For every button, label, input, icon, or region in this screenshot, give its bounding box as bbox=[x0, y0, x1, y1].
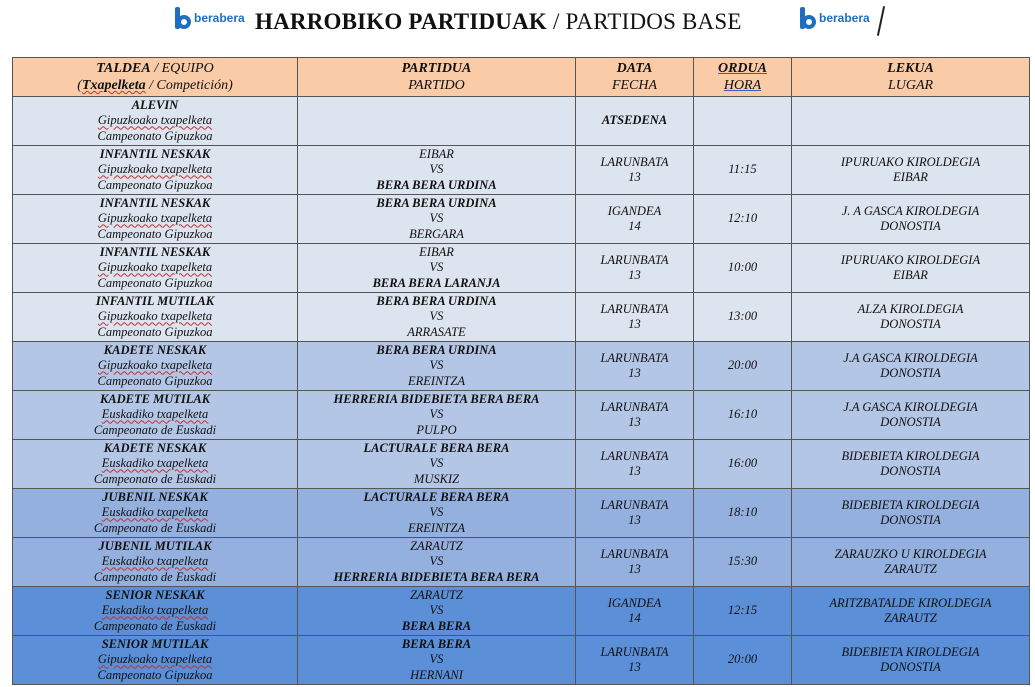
competition-es: Campeonato de Euskadi bbox=[93, 520, 217, 535]
away-team: EREINTZA bbox=[408, 520, 465, 535]
day-name: IGANDEA bbox=[607, 203, 662, 218]
team-name: JUBENIL MUTILAK bbox=[98, 538, 212, 553]
table-header-row bbox=[13, 58, 1030, 97]
date-cell bbox=[576, 587, 694, 636]
versus-label: VS bbox=[429, 260, 444, 275]
day-number: 14 bbox=[628, 611, 641, 625]
date-cell bbox=[576, 244, 694, 293]
competition-eu: Gipuzkoako txapelketa bbox=[97, 652, 213, 667]
table-row bbox=[13, 538, 1030, 587]
date-cell bbox=[576, 342, 694, 391]
match-cell bbox=[298, 293, 576, 342]
venue-name: J. A GASCA KIROLDEGIA bbox=[841, 203, 980, 218]
team-cell bbox=[13, 391, 298, 440]
match-cell bbox=[298, 636, 576, 685]
table-row bbox=[13, 244, 1030, 293]
match-cell bbox=[298, 146, 576, 195]
match-cell bbox=[298, 538, 576, 587]
competition-es: Campeonato de Euskadi bbox=[93, 569, 217, 584]
match-time: 12:15 bbox=[727, 603, 758, 618]
day-name: LARUNBATA bbox=[600, 644, 669, 659]
venue-cell bbox=[792, 587, 1030, 636]
match-time: 12:10 bbox=[727, 211, 758, 226]
team-name: KADETE NESKAK bbox=[103, 440, 207, 455]
competition-es: Campeonato de Euskadi bbox=[93, 618, 217, 633]
home-team: HERRERIA BIDEBIETA BERA BERA bbox=[333, 391, 540, 406]
team-cell bbox=[13, 342, 298, 391]
venue-name: BIDEBIETA KIROLDEGIA bbox=[841, 644, 980, 659]
team-cell bbox=[13, 146, 298, 195]
date-cell bbox=[576, 195, 694, 244]
home-team: ZARAUTZ bbox=[410, 538, 463, 553]
versus-label: VS bbox=[429, 554, 444, 569]
versus-label: VS bbox=[429, 407, 444, 422]
match-cell bbox=[298, 97, 576, 146]
versus-label: VS bbox=[429, 652, 444, 667]
match-time: 16:00 bbox=[727, 456, 758, 471]
match-cell bbox=[298, 244, 576, 293]
competition-eu: Euskadiko txapelketa bbox=[101, 407, 209, 422]
day-name: LARUNBATA bbox=[600, 154, 669, 169]
venue-cell bbox=[792, 538, 1030, 587]
venue-cell bbox=[792, 489, 1030, 538]
versus-label: VS bbox=[429, 505, 444, 520]
team-cell bbox=[13, 293, 298, 342]
team-name: ALEVIN bbox=[131, 97, 179, 112]
competition-eu: Gipuzkoako txapelketa bbox=[97, 113, 213, 128]
table-row bbox=[13, 146, 1030, 195]
versus-label: VS bbox=[429, 309, 444, 324]
berabera-b-icon bbox=[798, 7, 818, 29]
away-team: BERA BERA bbox=[401, 618, 472, 633]
venue-city: DONOSTIA bbox=[880, 660, 941, 674]
time-cell bbox=[694, 195, 792, 244]
header-taldea: TALDEA / EQUIPO (Txapelketa / Competición) bbox=[13, 58, 298, 97]
home-team: LACTURALE BERA BERA bbox=[363, 440, 510, 455]
match-time: 20:00 bbox=[727, 358, 758, 373]
away-team: EREINTZA bbox=[408, 373, 465, 388]
table-row bbox=[13, 587, 1030, 636]
venue-name: IPURUAKO KIROLDEGIA bbox=[840, 154, 981, 169]
team-name: INFANTIL MUTILAK bbox=[95, 293, 215, 308]
versus-label: VS bbox=[429, 603, 444, 618]
day-number: 13 bbox=[628, 317, 641, 331]
team-cell bbox=[13, 97, 298, 146]
venue-cell bbox=[792, 342, 1030, 391]
day-name: LARUNBATA bbox=[600, 497, 669, 512]
venue-name: ARITZBATALDE KIROLDEGIA bbox=[829, 595, 992, 610]
time-cell bbox=[694, 293, 792, 342]
competition-eu: Euskadiko txapelketa bbox=[101, 456, 209, 471]
team-name: INFANTIL NESKAK bbox=[99, 195, 211, 210]
table-row bbox=[13, 195, 1030, 244]
venue-name: BIDEBIETA KIROLDEGIA bbox=[841, 497, 980, 512]
day-number: 13 bbox=[628, 464, 641, 478]
date-cell bbox=[576, 440, 694, 489]
away-team: MUSKIZ bbox=[413, 471, 460, 486]
home-team: EIBAR bbox=[419, 244, 454, 259]
time-cell bbox=[694, 587, 792, 636]
home-team: ZARAUTZ bbox=[410, 587, 463, 602]
venue-city: DONOSTIA bbox=[880, 317, 941, 331]
time-cell bbox=[694, 97, 792, 146]
home-team: BERA BERA bbox=[401, 636, 472, 651]
time-cell bbox=[694, 538, 792, 587]
date-cell bbox=[576, 97, 694, 146]
day-name: LARUNBATA bbox=[600, 448, 669, 463]
venue-cell bbox=[792, 440, 1030, 489]
venue-cell bbox=[792, 97, 1030, 146]
competition-eu: Euskadiko txapelketa bbox=[101, 505, 209, 520]
day-number: 13 bbox=[628, 660, 641, 674]
competition-es: Campeonato de Euskadi bbox=[93, 471, 217, 486]
team-name: SENIOR MUTILAK bbox=[101, 636, 209, 651]
competition-es: Campeonato de Euskadi bbox=[93, 422, 217, 437]
decorative-slash bbox=[877, 6, 885, 36]
versus-label: VS bbox=[429, 456, 444, 471]
team-name: KADETE NESKAK bbox=[103, 342, 207, 357]
header-lekua: LEKUA LUGAR bbox=[792, 58, 1030, 97]
day-name: LARUNBATA bbox=[600, 399, 669, 414]
date-cell bbox=[576, 489, 694, 538]
competition-es: Campeonato Gipuzkoa bbox=[97, 324, 213, 339]
competition-es: Campeonato Gipuzkoa bbox=[97, 275, 213, 290]
away-team: PULPO bbox=[416, 422, 457, 437]
time-cell bbox=[694, 342, 792, 391]
competition-es: Campeonato Gipuzkoa bbox=[97, 373, 213, 388]
date-cell bbox=[576, 146, 694, 195]
competition-eu: Gipuzkoako txapelketa bbox=[97, 309, 213, 324]
date-cell bbox=[576, 636, 694, 685]
venue-city: EIBAR bbox=[893, 170, 928, 184]
match-time: 16:10 bbox=[727, 407, 758, 422]
venue-city: DONOSTIA bbox=[880, 366, 941, 380]
team-name: KADETE MUTILAK bbox=[99, 391, 211, 406]
logo-text: berabera bbox=[194, 11, 245, 25]
header-ordua: ORDUA HORA bbox=[694, 58, 792, 97]
team-cell bbox=[13, 538, 298, 587]
day-number: 14 bbox=[628, 219, 641, 233]
time-cell bbox=[694, 146, 792, 195]
match-time: 15:30 bbox=[727, 554, 758, 569]
page-header bbox=[0, 0, 1035, 50]
away-team: ARRASATE bbox=[407, 324, 466, 339]
time-cell bbox=[694, 440, 792, 489]
competition-eu: Gipuzkoako txapelketa bbox=[97, 260, 213, 275]
day-number: 13 bbox=[628, 513, 641, 527]
berabera-logo-left bbox=[173, 6, 245, 30]
competition-es: Campeonato Gipuzkoa bbox=[97, 667, 213, 682]
competition-eu: Gipuzkoako txapelketa bbox=[97, 211, 213, 226]
table-row bbox=[13, 440, 1030, 489]
competition-eu: Euskadiko txapelketa bbox=[101, 554, 209, 569]
venue-city: DONOSTIA bbox=[880, 513, 941, 527]
day-name: IGANDEA bbox=[607, 595, 662, 610]
team-name: SENIOR NESKAK bbox=[105, 587, 205, 602]
match-cell bbox=[298, 342, 576, 391]
venue-cell bbox=[792, 636, 1030, 685]
table-row bbox=[13, 391, 1030, 440]
day-name: LARUNBATA bbox=[600, 350, 669, 365]
match-time: 11:15 bbox=[728, 162, 757, 177]
day-name: ATSEDENA bbox=[601, 113, 668, 128]
time-cell bbox=[694, 636, 792, 685]
team-cell bbox=[13, 440, 298, 489]
team-cell bbox=[13, 195, 298, 244]
venue-name: BIDEBIETA KIROLDEGIA bbox=[841, 448, 980, 463]
table-row bbox=[13, 97, 1030, 146]
venue-cell bbox=[792, 244, 1030, 293]
versus-label: VS bbox=[429, 211, 444, 226]
venue-name: ZARAUZKO U KIROLDEGIA bbox=[834, 546, 987, 561]
home-team: BERA BERA URDINA bbox=[376, 342, 497, 357]
title-basque: HARROBIKO PARTIDUAK bbox=[255, 9, 547, 34]
away-team: HERRERIA BIDEBIETA BERA BERA bbox=[333, 569, 540, 584]
team-name: JUBENIL NESKAK bbox=[102, 489, 208, 504]
logo-text: berabera bbox=[819, 11, 870, 25]
team-cell bbox=[13, 489, 298, 538]
match-cell bbox=[298, 391, 576, 440]
away-team: BERA BERA URDINA bbox=[376, 177, 497, 192]
date-cell bbox=[576, 538, 694, 587]
venue-city: EIBAR bbox=[893, 268, 928, 282]
match-time: 13:00 bbox=[727, 309, 758, 324]
home-team: BERA BERA URDINA bbox=[376, 293, 497, 308]
match-time: 10:00 bbox=[727, 260, 758, 275]
match-time: 18:10 bbox=[727, 505, 758, 520]
team-cell bbox=[13, 244, 298, 293]
time-cell bbox=[694, 244, 792, 293]
competition-eu: Gipuzkoako txapelketa bbox=[97, 358, 213, 373]
day-number: 13 bbox=[628, 366, 641, 380]
venue-cell bbox=[792, 391, 1030, 440]
away-team: BERA BERA LARANJA bbox=[372, 275, 501, 290]
venue-name: ALZA KIROLDEGIA bbox=[857, 301, 964, 316]
match-cell bbox=[298, 440, 576, 489]
day-name: LARUNBATA bbox=[600, 546, 669, 561]
team-cell bbox=[13, 636, 298, 685]
day-number: 13 bbox=[628, 415, 641, 429]
table-row bbox=[13, 636, 1030, 685]
table-row bbox=[13, 293, 1030, 342]
berabera-logo-right bbox=[798, 6, 870, 30]
day-name: LARUNBATA bbox=[600, 252, 669, 267]
day-number: 13 bbox=[628, 562, 641, 576]
team-cell bbox=[13, 587, 298, 636]
venue-cell bbox=[792, 195, 1030, 244]
venue-cell bbox=[792, 146, 1030, 195]
competition-eu: Gipuzkoako txapelketa bbox=[97, 162, 213, 177]
header-partidua: PARTIDUA PARTIDO bbox=[298, 58, 576, 97]
time-cell bbox=[694, 489, 792, 538]
venue-cell bbox=[792, 293, 1030, 342]
fixtures-table bbox=[12, 57, 1030, 685]
venue-city: DONOSTIA bbox=[880, 415, 941, 429]
competition-es: Campeonato Gipuzkoa bbox=[97, 177, 213, 192]
team-name: INFANTIL NESKAK bbox=[99, 244, 211, 259]
away-team: HERNANI bbox=[410, 667, 463, 682]
berabera-b-icon bbox=[173, 7, 193, 29]
venue-city: DONOSTIA bbox=[880, 219, 941, 233]
venue-name: J.A GASCA KIROLDEGIA bbox=[843, 350, 978, 365]
title-separator: / bbox=[547, 9, 566, 34]
home-team: LACTURALE BERA BERA bbox=[363, 489, 510, 504]
versus-label: VS bbox=[429, 358, 444, 373]
team-name: INFANTIL NESKAK bbox=[99, 146, 211, 161]
away-team: BERGARA bbox=[409, 226, 464, 241]
versus-label: VS bbox=[429, 162, 444, 177]
home-team: BERA BERA URDINA bbox=[376, 195, 497, 210]
venue-name: J.A GASCA KIROLDEGIA bbox=[843, 399, 978, 414]
venue-name: IPURUAKO KIROLDEGIA bbox=[840, 252, 981, 267]
day-number: 13 bbox=[628, 268, 641, 282]
venue-city: DONOSTIA bbox=[880, 464, 941, 478]
match-cell bbox=[298, 489, 576, 538]
page-title bbox=[255, 9, 742, 35]
date-cell bbox=[576, 391, 694, 440]
competition-eu: Euskadiko txapelketa bbox=[101, 603, 209, 618]
day-number: 13 bbox=[628, 170, 641, 184]
competition-es: Campeonato Gipuzkoa bbox=[97, 226, 213, 241]
match-cell bbox=[298, 587, 576, 636]
venue-city: ZARAUTZ bbox=[884, 611, 937, 625]
match-time: 20:00 bbox=[727, 652, 758, 667]
time-cell bbox=[694, 391, 792, 440]
competition-es: Campeonato Gipuzkoa bbox=[97, 128, 213, 143]
match-cell bbox=[298, 195, 576, 244]
table-row bbox=[13, 342, 1030, 391]
title-spanish: PARTIDOS BASE bbox=[565, 9, 742, 34]
header-data: DATA FECHA bbox=[576, 58, 694, 97]
day-name: LARUNBATA bbox=[600, 301, 669, 316]
home-team: EIBAR bbox=[419, 146, 454, 161]
venue-city: ZARAUTZ bbox=[884, 562, 937, 576]
table-row bbox=[13, 489, 1030, 538]
date-cell bbox=[576, 293, 694, 342]
